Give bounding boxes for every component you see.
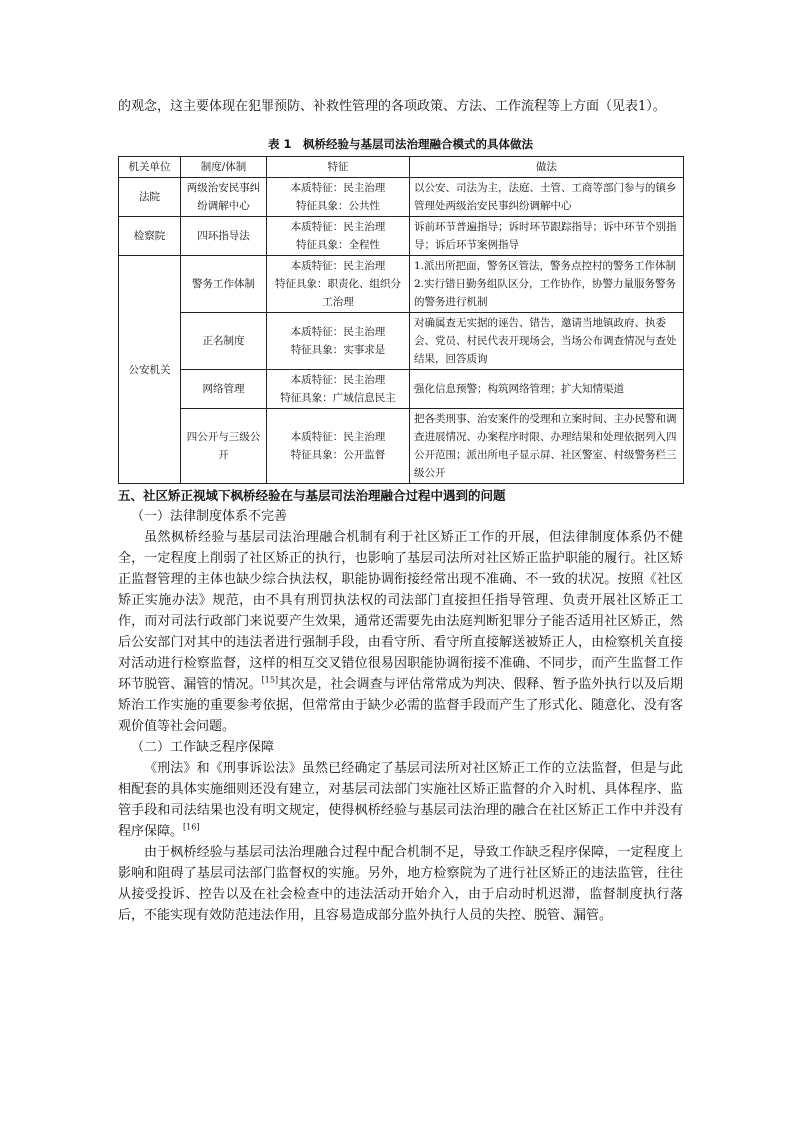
subsection-heading: （一）法律制度体系不完善 <box>131 509 288 524</box>
cell-feature <box>267 313 410 370</box>
body-paragraph <box>118 527 683 737</box>
cell-unit: 公安机关 <box>119 256 181 484</box>
feature-concrete: 特征具象：实事求是 <box>290 344 386 356</box>
feature-concrete: 特征具象：广域信息民主 <box>280 392 396 404</box>
cell-feature <box>267 217 410 256</box>
header-feature: 特征 <box>267 157 410 178</box>
table-row-police-1 <box>119 256 684 313</box>
feature-essence: 本质特征：民主治理 <box>290 182 386 194</box>
cell-system: 四公开与三级公开 <box>181 409 267 484</box>
cell-practice: 诉前环节普遍指导；诉时环节跟踪指导；诉中环节个别指导；诉后环节案例指导 <box>410 217 684 256</box>
feature-concrete: 特征具象：公共性 <box>296 200 380 212</box>
cell-feature <box>267 370 410 409</box>
cell-practice: 以公安、司法为主，法庭、土管、工商等部门参与的镇乡管理处两级治安民事纠纷调解中心 <box>410 178 684 217</box>
table-caption: 表 1 枫桥经验与基层司法治理融合模式的具体做法 <box>267 137 533 151</box>
cell-system: 警务工作体制 <box>181 256 267 313</box>
cell-unit: 检察院 <box>119 217 181 256</box>
practice-table <box>118 156 684 484</box>
feature-concrete: 特征具象：公开监督 <box>290 449 386 461</box>
cell-unit: 法院 <box>119 178 181 217</box>
header-system: 制度/体制 <box>181 157 267 178</box>
cell-system: 正名制度 <box>181 313 267 370</box>
feature-essence: 本质特征：民主治理 <box>290 326 386 338</box>
cell-feature <box>267 256 410 313</box>
table-row-police-3 <box>119 370 684 409</box>
feature-concrete: 特征具象：职责化、组织分工治理 <box>275 278 401 308</box>
cell-practice: 强化信息预警；构筑网络管理；扩大知情渠道 <box>410 370 684 409</box>
table-header-row <box>119 157 684 178</box>
citation-ref: [16] <box>183 822 200 832</box>
body-paragraph: 由于枫桥经验与基层司法治理融合过程中配合机制不足，导致工作缺乏程序保障，一定程度上影响和阻碍了基层司法部门监督权的实施。另外，地方检察院为了进行社区矫正的违法监管，往往从接受投诉、控告以及在社会检查中的违法活动开始介入，由于启动时机迟滞，监督制度执行落后，不能实现有效防范违法作用，且容易造成部分监外执行人员的失控、脱管、漏管。 <box>118 845 683 923</box>
body-paragraph <box>118 758 683 842</box>
table-row-procuratorate <box>119 217 684 256</box>
table-row-police-4 <box>119 409 684 484</box>
cell-system: 两级治安民事纠纷调解中心 <box>181 178 267 217</box>
practice-item: 1.派出所把面，警务区管法，警务点控村的警务工作体制 <box>414 260 677 272</box>
cell-system: 网络管理 <box>181 370 267 409</box>
cell-feature <box>267 178 410 217</box>
feature-concrete: 特征具象：全程性 <box>296 239 380 251</box>
section-heading: 五、社区矫正视域下枫桥经验在与基层司法治理融合过程中遇到的问题 <box>118 488 506 503</box>
feature-essence: 本质特征：民主治理 <box>290 260 386 272</box>
feature-essence: 本质特征：民主治理 <box>290 431 386 443</box>
paragraph-text: 虽然枫桥经验与基层司法治理融合机制有利于社区矫正工作的开展，但法律制度体系仍不健全，一定程度上削弱了社区矫正的执行，也影响了基层司法所对社区矫正监护职能的履行。社区矫正监督管理的主体也缺少综合执法权，职能协调衔接经常出现不准确、不一致的状况。按照《社区矫正实施办法》规范，由不具有刑罚执法权的司法部门直接担任指导管理、负责开展社区矫正工作，而对司法行政部门来说要产生效果，通常还需要先由法庭判断犯罪分子能否适用社区矫正，然后公安部门对其中的违法者进行强制手段，由看守所、看守所直接解送被矫正人，由检察机关直接对活动进行检察监督，这样的相互交叉错位很易因职能协调衔接不准确、不同步，而产生监督工作环节脱管、漏管的情况。 <box>118 530 683 692</box>
table-row-court <box>119 178 684 217</box>
cell-practice <box>410 256 684 313</box>
practice-item: 2.实行错日勤务组队区分，工作协作，协警力量服务警务的警务进行机制 <box>414 278 677 308</box>
feature-essence: 本质特征：民主治理 <box>290 221 386 233</box>
citation-ref: [15] <box>261 675 279 685</box>
cell-feature <box>267 409 410 484</box>
header-practice: 做法 <box>410 157 684 178</box>
paragraph-text: 《刑法》和《刑事诉讼法》虽然已经确定了基层司法所对社区矫正工作的立法监督，但是与此相配套的具体实施细则还没有建立，对基层司法部门实施社区矫正监督的介入时机、具体程序、监管手段和司法结果也没有明文规定，使得枫桥经验与基层司法治理的融合在社区矫正工作中并没有程序保障。 <box>118 761 683 839</box>
feature-essence: 本质特征：民主治理 <box>290 374 386 386</box>
table-row-police-2 <box>119 313 684 370</box>
header-unit: 机关单位 <box>119 157 181 178</box>
subsection-heading: （二）工作缺乏程序保障 <box>131 740 275 755</box>
document-page <box>118 96 683 926</box>
intro-paragraph: 的观念，这主要体现在犯罪预防、补救性管理的各项政策、方法、工作流程等上方面（见表1）。 <box>118 99 666 114</box>
cell-practice: 对确属查无实据的诬告、错告，邀请当地镇政府、执委会、党员、村民代表开现场会，当场公布调查情况与查处结果，回答质询 <box>410 313 684 370</box>
paragraph-text: 其次是，社会调查与评估常常成为判决、假释、暂予监外执行以及后期矫治工作实施的重要参考依据，但常常由于缺少必需的监督手段而产生了形式化、随意化、没有客观价值等社会问题。 <box>118 677 683 734</box>
cell-practice: 把各类刑事、治安案件的受理和立案时间、主办民警和调查进展情况、办案程序时限、办理结果和处理依据列入四公开范围；派出所电子显示屏、社区警室、村级警务栏三级公开 <box>410 409 684 484</box>
cell-system: 四环指导法 <box>181 217 267 256</box>
